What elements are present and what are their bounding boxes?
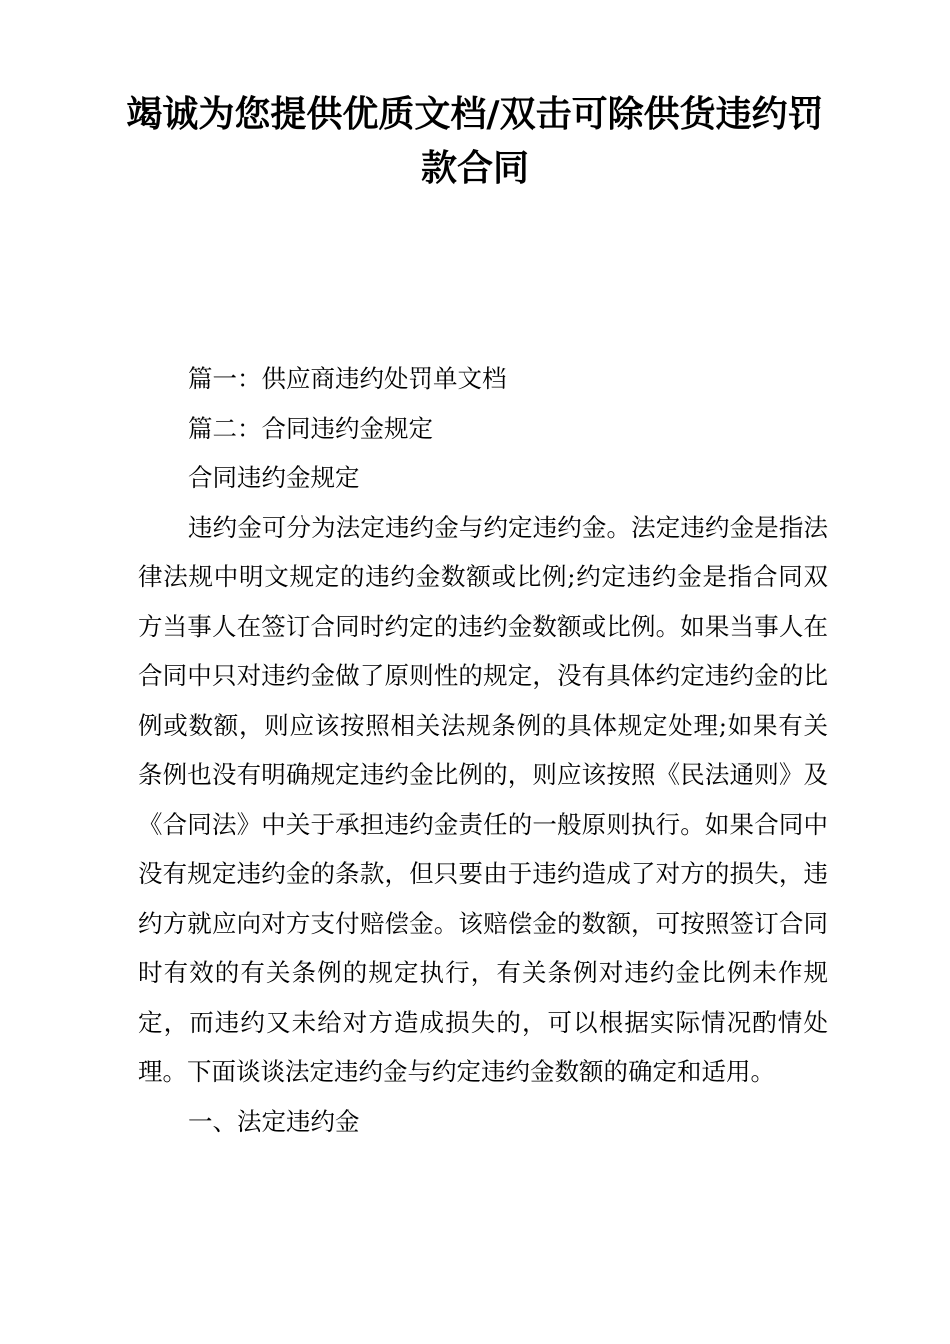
paragraph-subtitle: 合同违约金规定 (188, 463, 360, 492)
document-body (138, 354, 828, 1146)
paragraph-main-text: 违约金可分为法定违约金与约定违约金。法定违约金是指法律法规中明文规定的违约金数额或比例;约定违约金是指合同双方当事人在签订合同时约定的违约金数额或比例。如果当事人在合同中只对违约金做了原则性的规定，没有具体约定违约金的比例或数额，则应该按照相关法规条例的具体规定处理;如果有关条例也没有明确规定违约金比例的，则应该按照《民法通则》及《合同法》中关于承担违约金责任的一般原则执行。如果合同中没有规定违约金的条款，但只要由于违约造成了对方的损失，违约方就应向对方支付赔偿金。该赔偿金的数额，可按照签订合同时有效的有关条例的规定执行，有关条例对违约金比例未作规定，而违约又未给对方造成损失的，可以根据实际情况酌情处理。下面谈谈法定违约金与约定违约金数额的确定和适用。 (138, 512, 828, 1086)
paragraph-section-two-heading: 篇二：合同违约金规定 (188, 413, 433, 443)
paragraph-section-one-heading: 篇一：供应商违约处罚单文档 (188, 364, 507, 393)
document-title: 竭诚为您提供优质文档/双击可除供货违约罚款合同 (126, 94, 824, 189)
paragraph-statutory-penalty-heading: 一、法定违约金 (188, 1106, 360, 1136)
